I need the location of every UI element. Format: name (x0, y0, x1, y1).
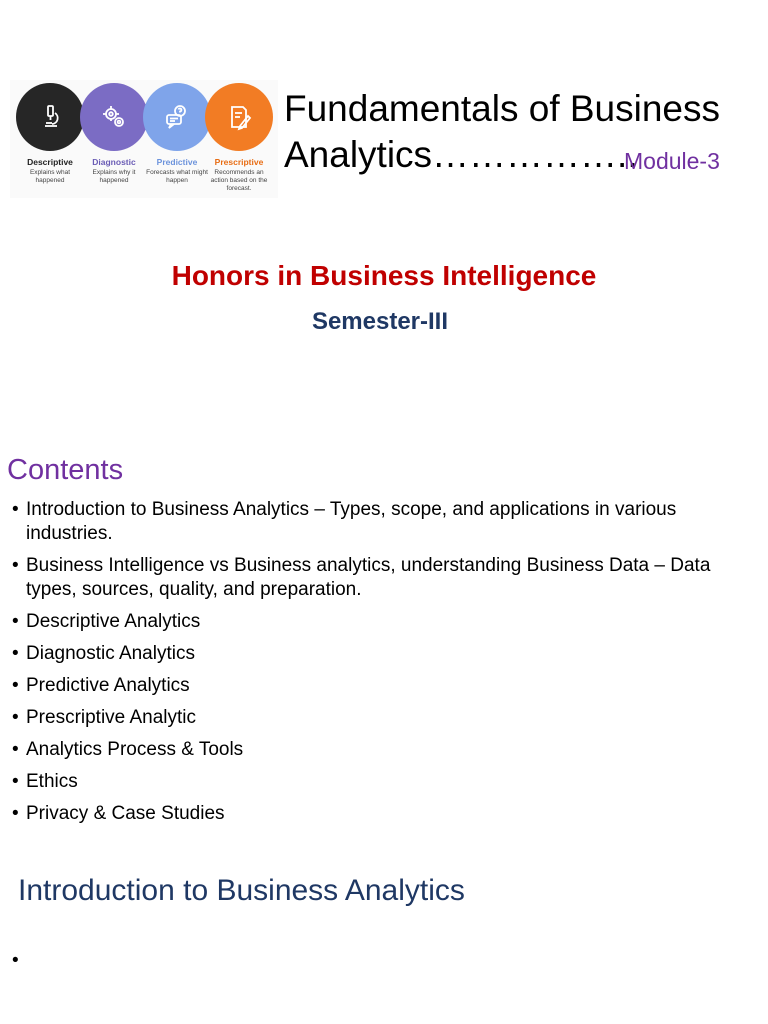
list-item: • Privacy & Case Studies (12, 802, 752, 826)
step-description: Explains why it happened (92, 169, 136, 184)
list-item: • Descriptive Analytics (12, 610, 752, 634)
step-description: Recommends an action based on the forecast. (210, 169, 268, 192)
semester-label: Semester-III (311, 308, 449, 335)
step-title: Descriptive (27, 157, 73, 167)
step-description: Explains what happened (29, 169, 71, 184)
section-heading: Introduction to Business Analytics (18, 874, 465, 907)
step-descriptive (17, 157, 83, 185)
question-chat-icon (143, 83, 211, 151)
step-predictive (144, 157, 210, 185)
step-title: Prescriptive (214, 157, 264, 167)
contents-list (12, 498, 752, 834)
step-title: Predictive (156, 157, 198, 167)
page-title: Fundamentals of Business Analytics…………….. (284, 88, 721, 175)
list-item: • Prescriptive Analytic (12, 706, 752, 730)
list-item: • Business Intelligence vs Business analytics, understanding Business Data – Data types, sources, quality, and preparation. (12, 554, 752, 602)
list-item: • Analytics Process & Tools (12, 738, 752, 762)
step-title: Diagnostic (92, 157, 136, 167)
step-prescriptive (206, 157, 272, 193)
list-item: • Ethics (12, 770, 752, 794)
contents-heading: Contents (7, 454, 124, 486)
module-label: Module-3 (624, 148, 720, 174)
list-item: • Introduction to Business Analytics – Types, scope, and applications in various industries. (12, 498, 752, 546)
course-title: Honors in Business Intelligence (171, 260, 597, 291)
list-item: • Predictive Analytics (12, 674, 752, 698)
list-item: • Diagnostic Analytics (12, 642, 752, 666)
microscope-icon (16, 83, 84, 151)
step-description: Forecasts what might happen (146, 169, 208, 184)
gears-icon (80, 83, 148, 151)
step-diagnostic (81, 157, 147, 185)
analytics-types-graphic (10, 80, 278, 198)
empty-bullet: • (12, 950, 19, 971)
document-pen-icon (205, 83, 273, 151)
